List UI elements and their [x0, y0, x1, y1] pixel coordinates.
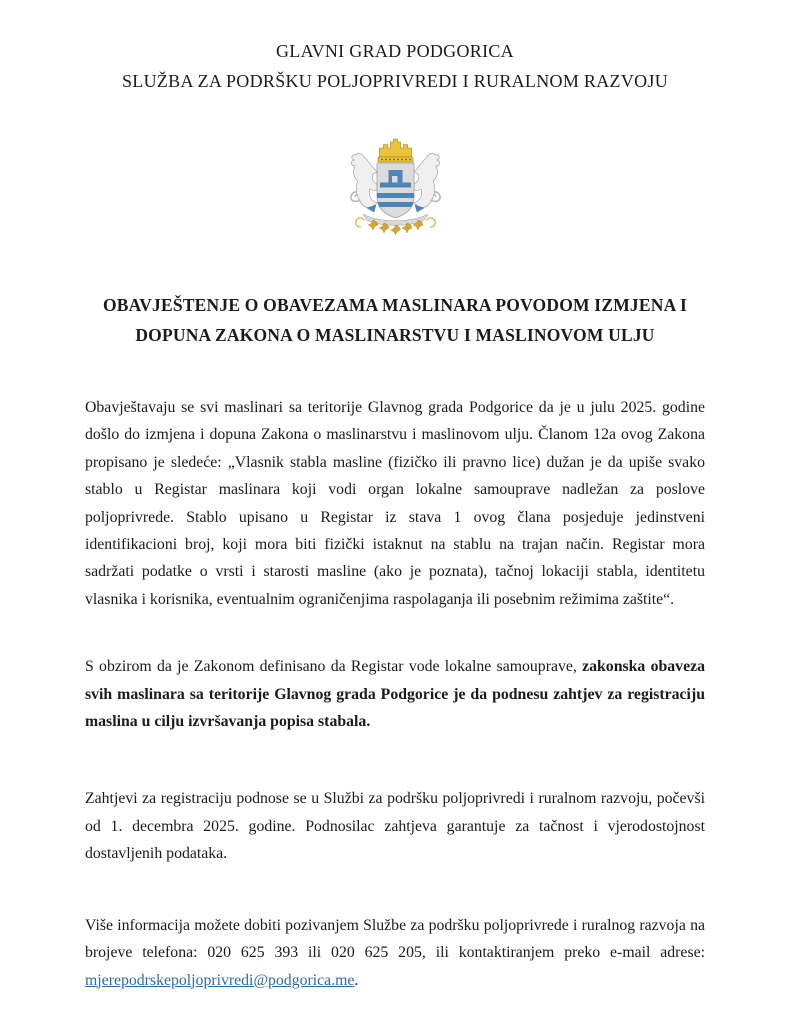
paragraph-contact	[85, 912, 705, 994]
notice-title	[85, 290, 705, 350]
org-name-line2: SLUŽBA ZA PODRŠKU POLJOPRIVREDI I RURALNOM RAZVOJU	[121, 71, 669, 91]
paragraph-obligation-bold: zakonska obaveza svih maslinara sa teritorije Glavnog grada Podgorice je da podnesu zahtjev za registraciju maslina u cilju izvršavanja popisa stabala.	[85, 658, 705, 731]
document-header	[85, 36, 705, 96]
paragraph-contact-text: Više informacija možete dobiti pozivanjem Službe za podršku poljoprivrede i ruralnog razvoja na brojeve telefona: 020 625 393 ili 020 625 205, ili kontaktiranjem preko e-mail adrese:	[85, 916, 705, 962]
notice-title-line1: OBAVJEŠTENJE O OBAVEZAMA MASLINARA POVODOM IZMJENA I	[102, 295, 688, 315]
paragraph-contact-period: .	[354, 971, 359, 989]
paragraph-obligation	[85, 653, 705, 735]
paragraph-law-amendment: Obavještavaju se svi maslinari sa teritorije Glavnog grada Podgorice da je u julu 2025. godine došlo do izmjena i dopuna Zakona o maslinarstvu i maslinovom ulju. Članom 12a ovog Zakona propisano je sledeće: „Vlasnik stabla masline (fizičko ili pravno lice) dužan je da upiše svako stablo u Registar maslinara koji vodi organ lokalne samouprave nadležan za poslove poljoprivrede. Stablo upisano u Registar iz stava 1 ovog člana posjeduje jedinstveni identifikacioni broj, koji mora biti fizički istaknut na stablu na trajan način. Registar mora sadržati podatke o vrsti i starosti masline (ako je poznata), tačnoj lokaciji stabla, identitetu vlasnika i korisnika, eventualnim ograničenjima raspolaganja ili posebnim režimima zaštite“.	[85, 399, 705, 608]
email-link[interactable]: mjerepodrskepoljoprivredi@podgorica.me	[85, 971, 355, 989]
notice-title-line2: DOPUNA ZAKONA O MASLINARSTVU I MASLINOVOM ULJU	[135, 325, 655, 345]
paragraph-obligation-normal: S obzirom da je Zakonom definisano da Registar vode lokalne samouprave,	[85, 658, 583, 676]
podgorica-coat-of-arms-icon	[338, 128, 453, 256]
org-name-line1: GLAVNI GRAD PODGORICA	[276, 41, 514, 61]
emblem-container	[85, 128, 705, 258]
paragraph-submission: Zahtjevi za registraciju podnose se u Službi za podršku poljoprivredi i ruralnom razvoju, počevši od 1. decembra 2025. godine. Podnosilac zahtjeva garantuje za tačnost i vjerodostojnost dostavljenih podataka.	[85, 790, 705, 863]
